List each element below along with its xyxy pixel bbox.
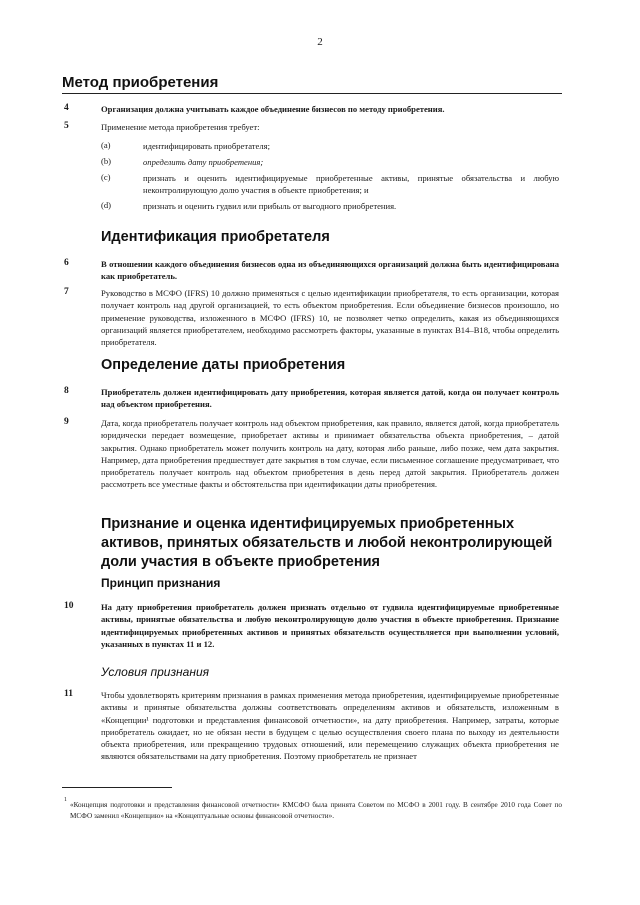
list-item: признать и оценить идентифицируемые приобретенные активы, принятые обязательства и любую неконтролирующую долю участия в объекте приобретения; и [143, 173, 559, 196]
section-title-recognition: Признание и оценка идентифицируемых приобретенных активов, принятых обязательств и любой неконтролирующей доли участия в объекте приобретения [101, 516, 553, 570]
paragraph-number-7: 7 [64, 287, 69, 297]
paragraph-5: Применение метода приобретения требует: [101, 122, 260, 132]
list-item-label: (a) [101, 140, 111, 150]
paragraph-number-9: 9 [64, 417, 69, 427]
section-title-acquirer: Идентификация приобретателя [101, 229, 330, 245]
paragraph-4: Организация должна учитывать каждое объединение бизнесов по методу приобретения. [101, 104, 445, 114]
subsection-title-conditions: Условия признания [101, 665, 210, 679]
paragraph-number-4: 4 [64, 103, 69, 113]
footnote-mark: 1 [64, 797, 67, 803]
footnote-rule [62, 787, 172, 788]
paragraph-6: В отношении каждого объединения бизнесов одна из объединяющихся организаций должна быть идентифицирована как приобретатель. [101, 259, 559, 282]
subsection-title-principle: Принцип признания [101, 576, 221, 590]
paragraph-number-11: 11 [64, 689, 73, 699]
list-item-label: (c) [101, 172, 111, 182]
paragraph-11: Чтобы удовлетворять критериям признания в рамках применения метода приобретения, идентифицируемые приобретенные активы и принятые обязательства должны соответствовать определениям активов и обязательств, изложенным в «Концепции¹ подготовки и представления финансовой отчетности», на дату приобретения. Например, затраты, которые приобретатель ожидает, но не обязан нести в будущем с целью осуществления своего плана по выходу из деятельности объекта приобретения, или прекращению трудовых отношений, или перемещению служащих объекта приобретения не являются обязательствами на дату приобретения. Поэтому приобретатель не признает [101, 690, 559, 762]
section-rule [62, 93, 562, 94]
list-item: признать и оценить гудвил или прибыль от выгодного приобретения. [143, 201, 397, 211]
paragraph-8: Приобретатель должен идентифицировать дату приобретения, которая является датой, когда он получает контроль над объектом приобретения. [101, 387, 559, 410]
paragraph-7: Руководство в МСФО (IFRS) 10 должно применяться с целью идентификации приобретателя, то есть организации, которая получает контроль над другой организацией, то есть объектом приобретения. Если объединение бизнесов произошло, но применение руководства, изложенного в МСФО (IFRS) 10, не позволяет четко определить, какая из объединяющихся организаций является приобретателем, необходимо рассмотреть факторы, указанные в пунктах B14–B18, чтобы определить приобретателя. [101, 288, 559, 348]
paragraph-number-10: 10 [64, 601, 74, 611]
page-number: 2 [317, 36, 323, 48]
paragraph-9: Дата, когда приобретатель получает контроль над объектом приобретения, как правило, является датой, когда приобретатель юридически передает возмещение, приобретает активы и принимает обязательства объекта приобретения, – датой закрытия. Однако приобретатель может получить контроль на дату, которая либо раньше, либо позже, чем дата закрытия. Например, дата приобретения предшествует дате закрытия в том случае, если письменное соглашение предусматривает, что приобретатель получает контроль над объектом приобретения в день перед датой закрытия. Приобретатель должен рассмотреть все уместные факты и обстоятельства при идентификации даты приобретения. [101, 418, 559, 490]
footnote-text: «Концепция подготовки и представления финансовой отчетности» КМСФО была принята Советом по МСФО в 2001 году. В сентябре 2010 года Совет по МСФО заменил «Концепцию» на «Концептуальные основы финансовой отчетности». [70, 801, 562, 820]
paragraph-number-8: 8 [64, 386, 69, 396]
list-item-label: (b) [101, 156, 112, 166]
section-title-date: Определение даты приобретения [101, 357, 346, 373]
paragraph-number-6: 6 [64, 258, 69, 268]
list-item: идентифицировать приобретателя; [143, 141, 270, 151]
paragraph-10: На дату приобретения приобретатель должен признать отдельно от гудвила идентифицируемые приобретенные активы, принятые обязательства и любую неконтролирующую долю участия в объекте приобретения. Признание идентифицируемых приобретенных активов и принятых обязательств осуществляется при выполнении условий, указанных в пунктах 11 и 12. [101, 602, 559, 649]
list-item-label: (d) [101, 200, 112, 210]
paragraph-number-5: 5 [64, 121, 69, 131]
list-item: определить дату приобретения; [143, 157, 264, 167]
section-title-method: Метод приобретения [62, 74, 219, 91]
